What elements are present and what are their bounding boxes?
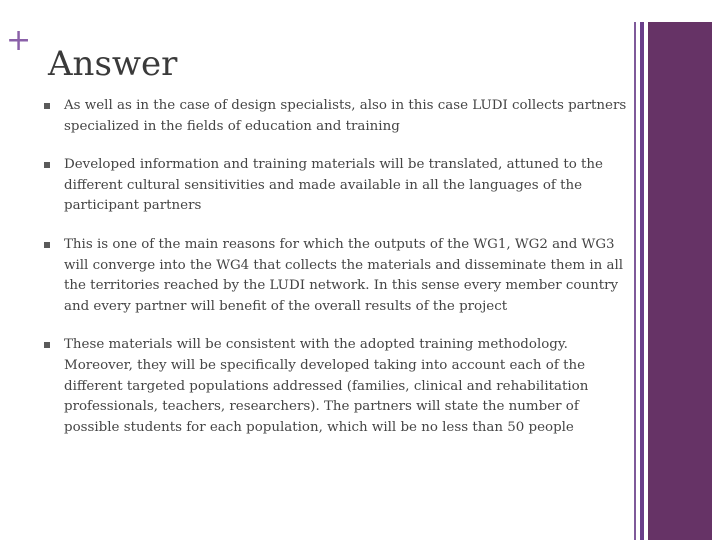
decorative-bar-thin xyxy=(634,22,636,540)
bullet-item xyxy=(44,155,628,217)
decorative-bar-thick xyxy=(648,22,712,540)
square-bullet-icon xyxy=(44,162,50,168)
bullet-text: As well as in the case of design specialists, also in this case LUDI collects partners specialized in the fields of education and training xyxy=(64,98,627,134)
square-bullet-icon xyxy=(44,342,50,348)
bullet-item xyxy=(44,335,628,438)
bullet-item xyxy=(44,235,628,317)
square-bullet-icon xyxy=(44,242,50,248)
plus-icon: + xyxy=(6,23,32,58)
square-bullet-icon xyxy=(44,103,50,109)
bullet-text: These materials will be consistent with the adopted training methodology. Moreover, they will be specifically developed taking into account each of the different targeted populations addressed (families, clinical and rehabilitation professionals, teachers, researchers). The partners will state the number of possible students for each population, which will be no less than 50 people xyxy=(64,337,589,435)
bullet-list xyxy=(44,96,628,456)
decorative-bar-medium xyxy=(640,22,644,540)
slide-title: Answer xyxy=(48,44,178,84)
bullet-text: This is one of the main reasons for which the outputs of the WG1, WG2 and WG3 will converge into the WG4 that collects the materials and disseminate them in all the territories reached by the LUDI network. In this sense every member country and every partner will benefit of the overall results of the project xyxy=(64,236,624,314)
bullet-text: Developed information and training materials will be translated, attuned to the different cultural sensitivities and made available in all the languages of the participant partners xyxy=(64,157,603,214)
bullet-item xyxy=(44,96,628,137)
